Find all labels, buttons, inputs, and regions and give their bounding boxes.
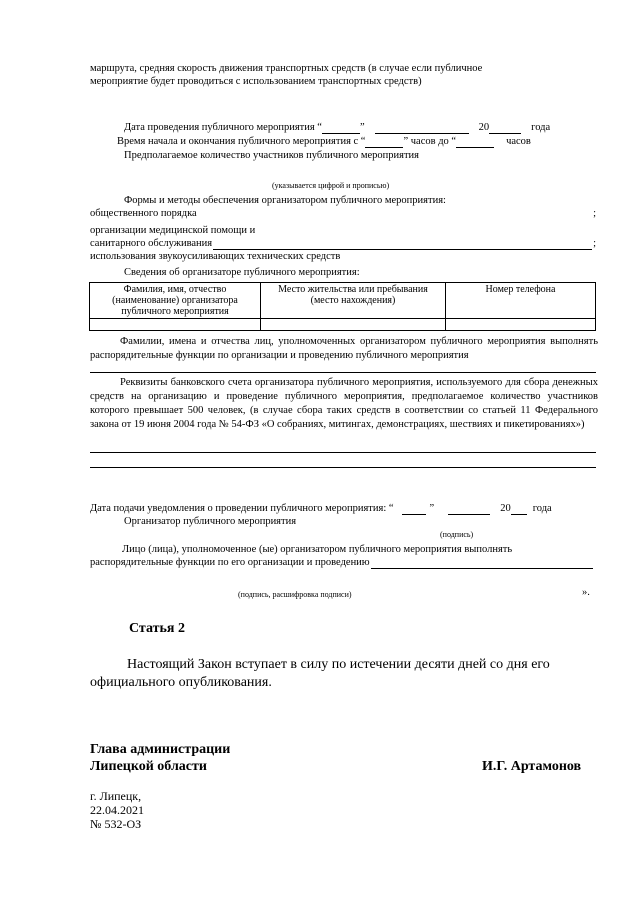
event-time-label: Время начала и окончания публичного мероприятия с “ [117,136,366,147]
public-order-semicolon: ; [593,208,596,219]
participants-label: Предполагаемое количество участников публичного мероприятия [124,150,419,161]
table-row [90,319,596,331]
signature-decode-note: (подпись, расшифровка подписи) [238,590,352,599]
medical-line-1: организации медицинской помощи и [90,225,256,236]
submission-date-row [90,502,552,515]
end-hour-field[interactable] [456,137,494,148]
table-cell-name[interactable] [90,319,261,331]
signature-note: (подпись) [440,530,474,539]
head-name: И.Г. Артамонов [482,759,582,774]
public-order-label: общественного порядка [90,208,197,219]
table-header-phone: Номер телефона [446,283,596,319]
organizer-label: Организатор публичного мероприятия [124,516,297,527]
article-text-line-1: Настоящий Закон вступает в силу по истечении десяти дней со дня его [127,657,550,672]
participants-note: (указывается цифрой и прописью) [272,181,390,190]
authorized-signature-field[interactable] [371,558,593,569]
event-day-field[interactable] [322,123,360,134]
medical-row [90,237,596,250]
sound-label: использования звукоусиливающих технических средств [90,251,341,262]
submission-month-field[interactable] [448,504,490,515]
hours-to-label: ” часов до “ [403,136,457,147]
start-hour-field[interactable] [365,137,403,148]
authorized-line-2-row [90,556,594,569]
organizer-table [89,282,596,331]
bank-details-line-1[interactable] [90,452,596,453]
submission-year-prefix: 20 [500,503,511,514]
medical-field[interactable] [213,239,592,250]
event-month-field[interactable] [375,123,469,134]
event-date-row [124,121,550,134]
forms-label: Формы и методы обеспечения организатором публичного мероприятия: [124,195,446,206]
head-title-line-1: Глава администрации [90,742,231,757]
event-year-word: года [531,122,551,133]
event-time-row [117,135,531,148]
organizer-info-label: Сведения об организаторе публичного мероприятия: [124,267,360,278]
article-text-line-2: официального опубликования. [90,675,272,690]
bank-details-text: Реквизиты банковского счета организатора публичного мероприятия, используемого для сбора денежных средств на организацию и проведение публичного мероприятия, предполагаемое количество участников которого превышает 500 человек, (в случае сбора таких средств в соответствии со статьей 11 Федерального закона от 19 июня 2004 года № 54-ФЗ «О собраниях, митингах, демонстрациях, шествиях и пикетированиях») [90,377,598,430]
event-date-quote: ” [359,122,365,133]
law-number: № 532-ОЗ [90,817,142,831]
table-header-name: Фамилия, имя, отчество (наименование) организатора публичного мероприятия [90,283,261,319]
submission-year-word: года [532,503,552,514]
table-header-address: Место жительства или пребывания (место нахождения) [261,283,446,319]
authorized-persons-text: Фамилии, имена и отчества лиц, уполномоченных организатором публичного мероприятия выполнять распорядительные функции по организации и проведению публичного мероприятия [90,336,598,361]
authorized-line-2: распорядительные функции по его организации и проведению [90,557,370,568]
medical-semicolon: ; [593,238,596,249]
route-text-line-2: мероприятие будет проводиться с использованием транспортных средств) [90,76,422,87]
table-header-row [90,283,596,319]
public-order-row [90,207,596,220]
table-cell-phone[interactable] [446,319,596,331]
city: г. Липецк, [90,789,142,803]
route-text-line-1: маршрута, средняя скорость движения транспортных средств (в случае если публичное [90,63,483,74]
table-cell-address[interactable] [261,319,446,331]
authorized-persons-line[interactable] [90,372,596,373]
head-title-line-2: Липецкой области [90,759,207,774]
submission-date-label: Дата подачи уведомления о проведении публичного мероприятия: “ [90,503,394,514]
article-title: Статья 2 [129,621,185,636]
bank-details-line-2[interactable] [90,467,596,468]
authorized-line-1: Лицо (лица), уполномоченное (ые) организатором публичного мероприятия выполнять [122,544,513,555]
event-date-label: Дата проведения публичного мероприятия “ [124,122,322,133]
event-year-prefix: 20 [478,122,490,133]
closing-quote: ». [582,587,590,598]
event-year-field[interactable] [489,123,521,134]
law-date: 22.04.2021 [90,803,144,817]
medical-line-2: санитарного обслуживания [90,238,213,249]
hours-word: часов [506,136,531,147]
submission-day-field[interactable] [402,504,426,515]
submission-date-quote: ” [429,503,435,514]
submission-year-field[interactable] [511,504,527,515]
